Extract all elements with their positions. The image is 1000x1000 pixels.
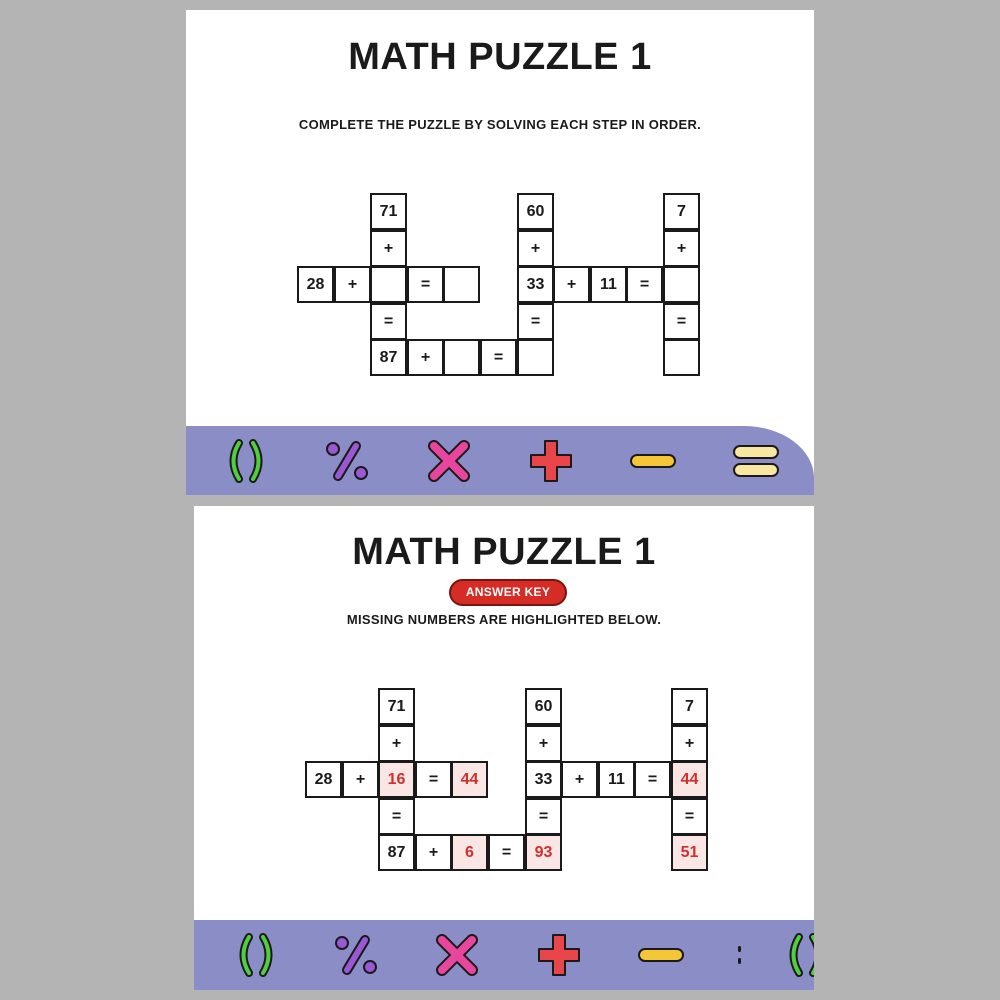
- multiply-icon: [427, 439, 471, 483]
- answer-key-title: MATH PUZZLE 1: [352, 531, 656, 573]
- number-cell: 87: [370, 339, 407, 376]
- answer-key-card: [194, 506, 814, 990]
- operator-cell: =: [370, 303, 407, 340]
- operator-cell: +: [407, 339, 444, 376]
- equals-icon: [732, 442, 780, 480]
- answer-cell: 44: [451, 761, 488, 798]
- operator-cell: =: [407, 266, 444, 303]
- operator-cell: =: [488, 834, 525, 871]
- number-cell: 71: [378, 688, 415, 725]
- operator-cell: =: [415, 761, 452, 798]
- number-cell: 71: [370, 193, 407, 230]
- page-title: MATH PUZZLE 1: [348, 36, 652, 78]
- percent-icon: [324, 440, 370, 482]
- instructions: COMPLETE THE PUZZLE BY SOLVING EACH STEP IN ORDER.: [298, 117, 702, 132]
- parentheses-icon: [236, 934, 276, 976]
- operator-cell: +: [370, 230, 407, 267]
- answer-cell: 51: [671, 834, 708, 871]
- number-cell: 33: [517, 266, 554, 303]
- number-cell: 33: [525, 761, 562, 798]
- operator-cell: =: [517, 303, 554, 340]
- blank-cell[interactable]: [663, 339, 700, 376]
- percent-icon: [333, 934, 379, 976]
- symbol-band: [194, 920, 814, 990]
- plus-icon: [536, 932, 582, 978]
- operator-cell: +: [525, 725, 562, 762]
- minus-icon: [629, 452, 677, 470]
- puzzle-card: [186, 10, 814, 495]
- answer-key-badge: ANSWER KEY: [449, 579, 567, 606]
- operator-cell: +: [342, 761, 379, 798]
- operator-cell: +: [415, 834, 452, 871]
- number-cell: 60: [525, 688, 562, 725]
- number-cell: 87: [378, 834, 415, 871]
- minus-icon: [637, 946, 685, 964]
- answer-cell: 6: [451, 834, 488, 871]
- blank-cell[interactable]: [517, 339, 554, 376]
- multiply-icon: [435, 933, 479, 977]
- number-cell: 11: [590, 266, 627, 303]
- operator-cell: +: [378, 725, 415, 762]
- operator-cell: =: [663, 303, 700, 340]
- blank-cell[interactable]: [370, 266, 407, 303]
- operator-cell: =: [626, 266, 663, 303]
- parentheses-icon: [786, 934, 814, 976]
- operator-cell: =: [480, 339, 517, 376]
- number-cell: 60: [517, 193, 554, 230]
- operator-cell: +: [561, 761, 598, 798]
- operator-cell: =: [671, 798, 708, 835]
- symbol-band: [186, 426, 814, 495]
- operator-cell: +: [663, 230, 700, 267]
- operator-cell: =: [378, 798, 415, 835]
- equals-icon: [736, 942, 744, 968]
- operator-cell: =: [634, 761, 671, 798]
- answer-cell: 93: [525, 834, 562, 871]
- operator-cell: +: [334, 266, 371, 303]
- operator-cell: +: [517, 230, 554, 267]
- number-cell: 28: [297, 266, 334, 303]
- operator-cell: +: [671, 725, 708, 762]
- operator-cell: =: [525, 798, 562, 835]
- number-cell: 11: [598, 761, 635, 798]
- number-cell: 7: [671, 688, 708, 725]
- number-cell: 28: [305, 761, 342, 798]
- blank-cell[interactable]: [663, 266, 700, 303]
- answer-cell: 16: [378, 761, 415, 798]
- answer-cell: 44: [671, 761, 708, 798]
- parentheses-icon: [226, 440, 266, 482]
- blank-cell[interactable]: [443, 339, 480, 376]
- answer-key-instructions: MISSING NUMBERS ARE HIGHLIGHTED BELOW.: [346, 612, 662, 627]
- blank-cell[interactable]: [443, 266, 480, 303]
- operator-cell: +: [553, 266, 590, 303]
- plus-icon: [528, 438, 574, 484]
- number-cell: 7: [663, 193, 700, 230]
